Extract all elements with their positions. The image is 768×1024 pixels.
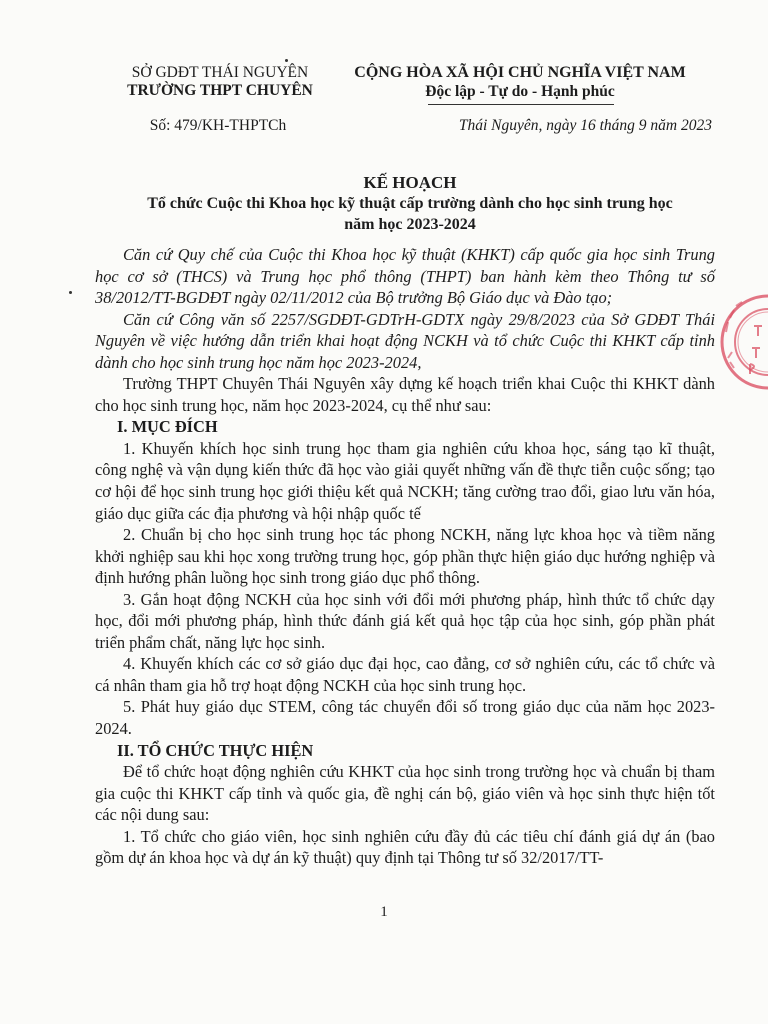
- purpose-item: 3. Gắn hoạt động NCKH của học sinh với đổi mới phương pháp, hình thức tổ chức dạy học, đổi mới phương pháp, hình thức đánh giá kết quả học tập của học sinh, góp phần phát triển phẩm chất, năng lực học sinh.: [95, 589, 715, 652]
- intro-paragraph: Trường THPT Chuyên Thái Nguyên xây dựng kế hoạch triển khai Cuộc thi KHKT dành cho học sinh trung học, năm học 2023-2024, cụ thể như sau:: [95, 374, 715, 415]
- red-seal-stamp: [718, 292, 768, 392]
- plan-title: KẾ HOẠCH: [363, 173, 457, 192]
- motto-underline: [428, 104, 614, 105]
- purpose-item: 4. Khuyến khích các cơ sở giáo dục đại học, cao đẳng, cơ sở nghiên cứu, các tổ chức và cá nhân tham gia hỗ trợ hoạt động NCKH của học sinh trung học.: [95, 654, 715, 695]
- legal-basis-paragraph: Căn cứ Quy chế của Cuộc thi Khoa học kỹ thuật (KHKT) cấp quốc gia học sinh Trung học cơ sở (THCS) và Trung học phổ thông (THPT) ban hành kèm theo Thông tư số 38/2012/TT-BGDĐT ngày 02/11/2012 của Bộ trưởng Bộ Giáo dục và Đào tạo;: [95, 245, 715, 308]
- implementation-item: 1. Tổ chức cho giáo viên, học sinh nghiên cứu đầy đủ các tiêu chí đánh giá dự án (bao gồm dự án khoa học và dự án kỹ thuật) quy định tại Thông tư số 32/2017/TT-: [95, 826, 715, 868]
- section-heading: II. TỔ CHỨC THỰC HIỆN: [117, 740, 314, 760]
- scan-speck: [69, 291, 72, 294]
- school-name: TRƯỜNG THPT CHUYÊN: [127, 82, 313, 99]
- document-number: Số: 479/KH-THPTCh: [149, 117, 287, 134]
- scan-speck: [285, 59, 288, 62]
- plan-subtitle-line: năm học 2023-2024: [344, 216, 476, 233]
- legal-basis-paragraph: Căn cứ Công văn số 2257/SGDĐT-GDTrH-GDTX ngày 29/8/2023 của Sở GDĐT Thái Nguyên về việc hướng dẫn triển khai hoạt động NCKH và tổ chức Cuộc thi KHKT cấp tỉnh dành cho học sinh trung học năm học 2023-2024,: [95, 309, 715, 372]
- issuing-agency-block: [110, 64, 330, 100]
- purpose-item: 2. Chuẩn bị cho học sinh trung học tác phong NCKH, năng lực khoa học và tiềm năng khởi nghiệp sau khi học xong trường trung học, góp phần thực hiện giáo dục hướng nghiệp và định hướng phân luồng học sinh trong giáo dục phổ thông.: [95, 525, 715, 588]
- section-heading: I. MỤC ĐÍCH: [117, 417, 218, 437]
- purpose-item: 1. Khuyến khích học sinh trung học tham gia nghiên cứu khoa học, sáng tạo kĩ thuật, công nghệ và vận dụng kiến thức đã học vào giải quyết những vấn đề thực tiễn cuộc sống; tạo cơ hội để học sinh trung học giới thiệu kết quả NCKH; tăng cường trao đổi, giao lưu văn hóa, giáo dục giữa các địa phương và hội nhập quốc tế: [95, 438, 715, 523]
- document-body: [95, 244, 715, 869]
- national-title-block: [345, 64, 695, 102]
- section-intro-paragraph: Để tổ chức hoạt động nghiên cứu KHKT của học sinh trong trường học và chuẩn bị tham gia cuộc thi KHKT cấp tỉnh và quốc gia, đề nghị cán bộ, giáo viên và học sinh thực hiện tốt các nội dung sau:: [95, 762, 715, 825]
- purpose-item: 5. Phát huy giáo dục STEM, công tác chuyển đổi số trong giáo dục của năm học 2023-2024.: [95, 697, 715, 739]
- document-date: Thái Nguyên, ngày 16 tháng 9 năm 2023: [458, 117, 712, 134]
- national-title: CỘNG HÒA XÃ HỘI CHỦ NGHĨA VIỆT NAM: [354, 64, 686, 81]
- agency-name: SỞ GDĐT THÁI NGUYÊN: [131, 64, 309, 81]
- plan-subtitle-line: Tổ chức Cuộc thi Khoa học kỹ thuật cấp trường dành cho học sinh trung học: [147, 195, 673, 212]
- plan-subtitle: [100, 193, 720, 235]
- page-number: 1: [380, 904, 388, 920]
- national-motto: Độc lập - Tự do - Hạnh phúc: [425, 83, 615, 100]
